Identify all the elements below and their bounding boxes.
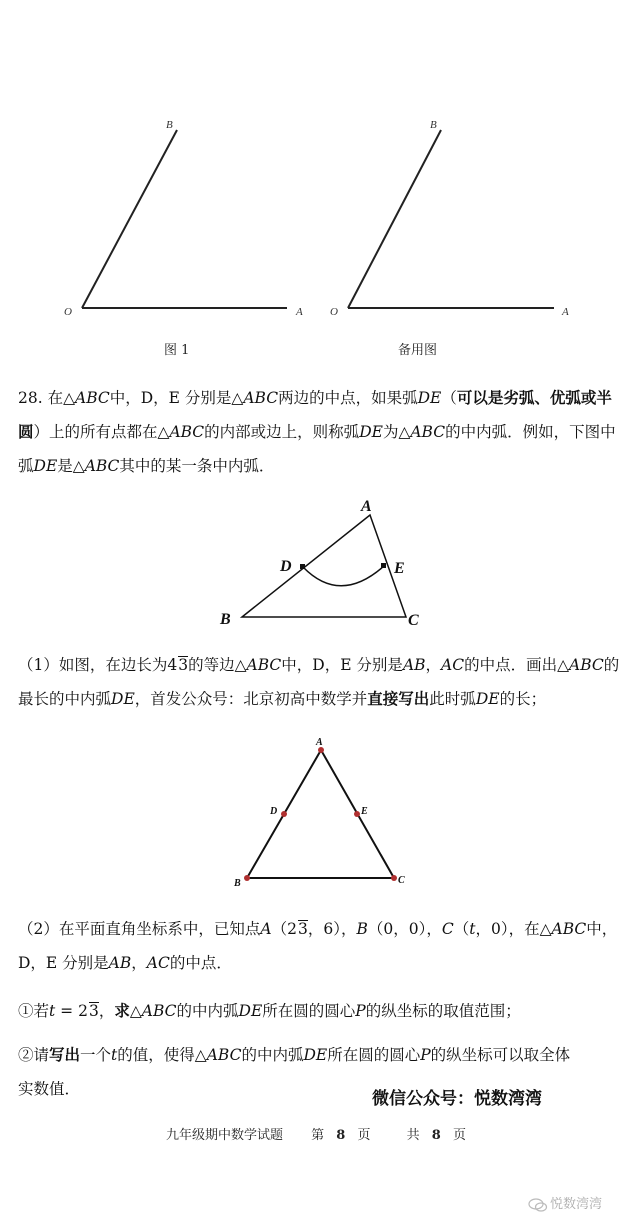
part-2-subquestion-1: ①若t = 23，求△ABC的中内弧DE所在圆的圆心P的纵坐标的取值范围； xyxy=(18,1001,521,1020)
wechat-watermark: 微信公众号：悦数湾湾 xyxy=(372,1089,542,1109)
question-28-intro: 28. 在△ABC中，D，E 分别是△ABC两边的中点，如果弧DE（可以是劣弧、优弧或半圆）上的所有点都在△ABC的内部或边上，则称弧DE为△ABC的中内弧．例如，下图中弧DE是△ABC其中的某一条中内弧． xyxy=(18,388,616,475)
part-2-subquestion-2: ②请写出一个t的值，使得△ABC的中内弧DE所在圆的圆心P的纵坐标可以取全体实数值． xyxy=(18,1045,571,1098)
point-D xyxy=(300,564,305,569)
label-O: O xyxy=(330,306,338,318)
label-C: C xyxy=(408,612,419,629)
label-C: C xyxy=(398,875,405,886)
figure-1-caption: 图 1 xyxy=(164,343,190,358)
corner-brand-text: 悦数湾湾 xyxy=(550,1197,603,1212)
label-A: A xyxy=(562,306,569,318)
label-E: E xyxy=(361,806,368,817)
label-D: D xyxy=(270,806,278,817)
point-E xyxy=(381,563,386,568)
equilateral-triangle-figure xyxy=(228,732,418,892)
wechat-icon xyxy=(528,1198,548,1212)
point-E xyxy=(354,811,360,817)
label-B: B xyxy=(166,119,173,131)
page-indicator: 第 8 页 xyxy=(311,1128,371,1143)
arc-DE xyxy=(303,566,384,586)
corner-brand xyxy=(528,1193,602,1212)
label-B: B xyxy=(220,611,231,628)
figure-backup-caption: 备用图 xyxy=(398,343,438,358)
question-number: 28. xyxy=(18,389,43,407)
part-2-text: （2）在平面直角坐标系中，已知点A（23，6），B（0，0），C（t，0），在△ABC中，D，E 分别是AB，AC的中点． xyxy=(18,920,618,972)
sqrt-3: 3 xyxy=(178,656,189,674)
label-O: O xyxy=(64,306,72,318)
sqrt-3: 3 xyxy=(297,920,308,938)
page-footer xyxy=(0,1124,640,1143)
figure-1 xyxy=(55,110,315,330)
label-B: B xyxy=(234,878,241,889)
sqrt-3: 3 xyxy=(88,1002,99,1020)
label-D: D xyxy=(280,558,292,575)
total-pages: 共 8 页 xyxy=(406,1128,466,1143)
figure-backup xyxy=(322,110,582,330)
example-triangle-figure xyxy=(210,495,440,635)
emphasis-write-directly: 直接写出 xyxy=(367,689,430,708)
part-1-text: （1）如图，在边长为43的等边△ABC中，D，E 分别是AB，AC的中点．画出△ABC的最长的中内弧DE，首发公众号：北京初高中数学并直接写出此时弧DE的长； xyxy=(18,656,620,708)
label-A: A xyxy=(361,498,372,515)
point-B xyxy=(244,875,250,881)
label-B: B xyxy=(430,119,437,131)
label-A: A xyxy=(316,737,323,748)
label-E: E xyxy=(394,560,405,577)
label-A: A xyxy=(296,306,303,318)
point-D xyxy=(281,811,287,817)
ray-OB xyxy=(82,130,177,308)
exam-title: 九年级期中数学试题 xyxy=(165,1128,283,1143)
ray-OB xyxy=(348,130,441,308)
point-C xyxy=(391,875,397,881)
emphasis-arc-types: 可以是劣弧、优弧或半圆 xyxy=(18,388,612,441)
